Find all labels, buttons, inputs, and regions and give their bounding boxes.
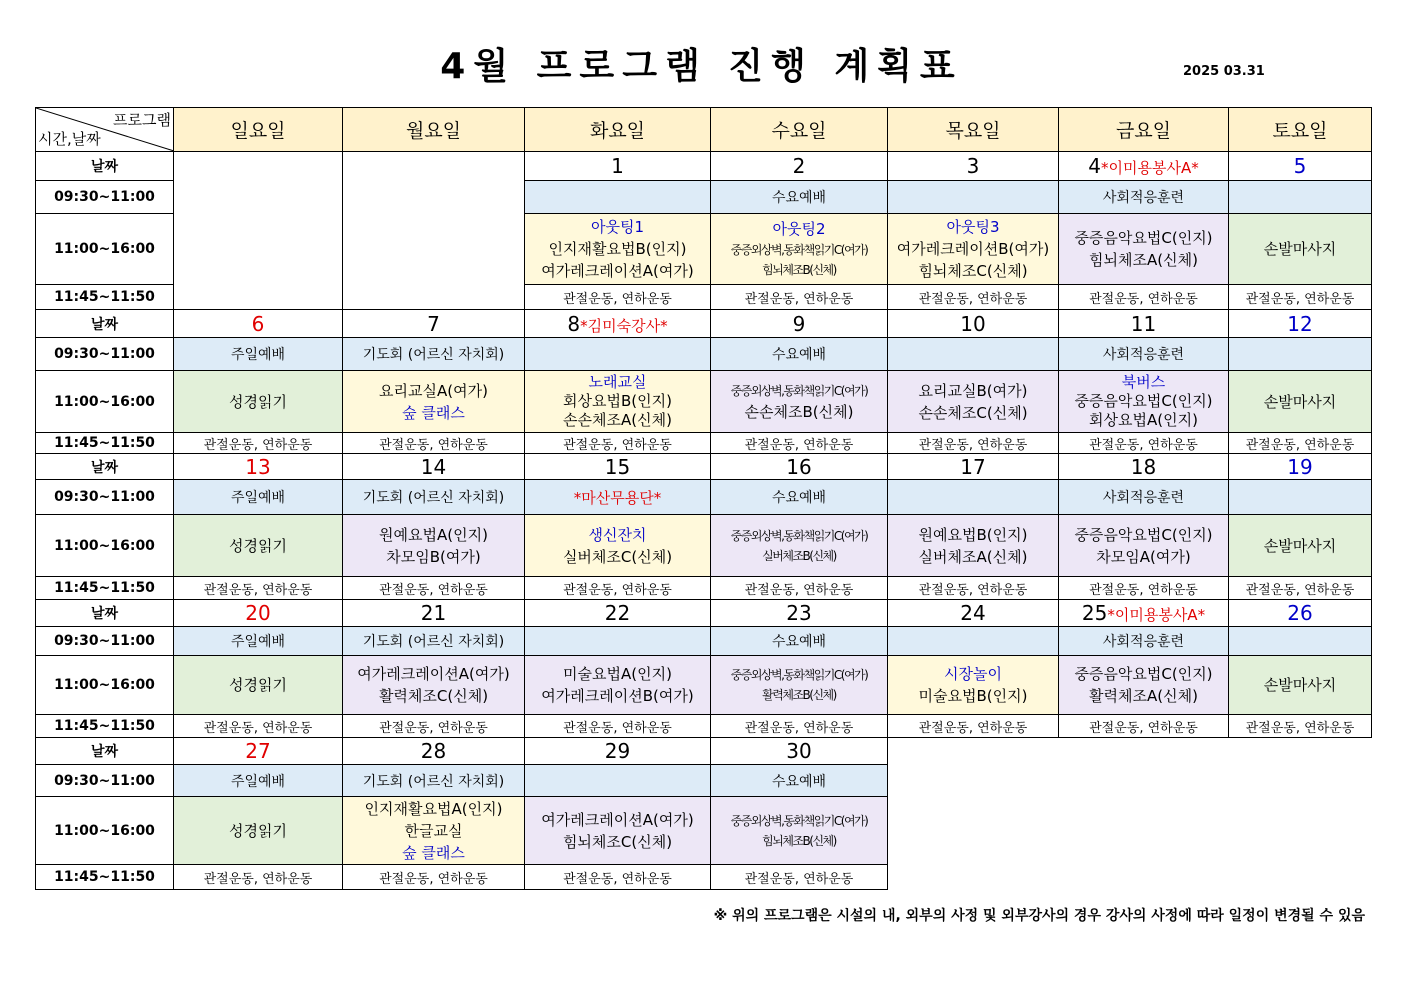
joint-cell: 관절운동, 연하운동 <box>174 865 343 890</box>
program-item: 실버체조C(신체) <box>562 547 673 566</box>
program-item: 아웃팅3 <box>946 218 1000 236</box>
morning-cell <box>888 181 1059 214</box>
joint-cell: 관절운동, 연하운동 <box>343 577 525 600</box>
date-cell: 28 <box>343 738 525 765</box>
morning-cell: 주일예배 <box>174 765 343 797</box>
program-item: 요리교실B(여가) <box>918 381 1028 400</box>
date-cell <box>525 310 711 338</box>
morning-cell: 주일예배 <box>174 480 343 515</box>
program-item: 미술요법A(인지) <box>563 665 672 683</box>
program-cell <box>711 371 888 433</box>
date-number: 4 <box>1088 154 1101 178</box>
program-item: 원예요법A(인지) <box>379 525 488 544</box>
morning-cell <box>525 765 711 797</box>
program-item: 여가레크레이션A(여가) <box>541 810 694 829</box>
document-date: 2025 03.31 <box>1183 64 1265 79</box>
program-item: 인지재활요법B(인지) <box>548 240 687 258</box>
joint-cell: 관절운동, 연하운동 <box>1059 715 1229 738</box>
date-cell: 14 <box>343 454 525 480</box>
morning-cell <box>525 627 711 656</box>
page-title: 4월 프로그램 진행 계획표 <box>440 46 963 87</box>
joint-cell: 관절운동, 연하운동 <box>174 715 343 738</box>
morning-cell: 기도회 (어르신 자치회) <box>343 480 525 515</box>
morning-cell <box>525 480 711 515</box>
program-item: 힘뇌체조C(신체) <box>562 832 673 851</box>
day-header-tue: 화요일 <box>525 108 711 152</box>
morning-cell: 수요예배 <box>711 765 888 797</box>
program-item: 숲 클래스 <box>402 843 465 862</box>
row-label-time: 11:00~16:00 <box>36 371 174 433</box>
program-cell: 성경읽기 <box>174 515 343 577</box>
program-item: 인지재활요법A(인지) <box>364 799 503 818</box>
morning-cell <box>888 338 1059 371</box>
program-item: 숲 클래스 <box>402 403 465 422</box>
date-cell-saturday: 19 <box>1229 454 1372 480</box>
header-row <box>36 108 1372 152</box>
joint-cell: 관절운동, 연하운동 <box>888 285 1059 310</box>
program-item: 중증음악요법C(인지) <box>1074 525 1213 544</box>
joint-cell: 관절운동, 연하운동 <box>1229 285 1372 310</box>
morning-cell <box>525 338 711 371</box>
morning-cell: 사회적응훈련 <box>1059 181 1229 214</box>
program-item: 차모임A(여가) <box>1096 547 1191 566</box>
program-item: 손손체조A(신체) <box>563 411 672 429</box>
day-header-thu: 목요일 <box>888 108 1059 152</box>
row-label-date: 날짜 <box>36 152 174 181</box>
date-cell: 30 <box>711 738 888 765</box>
joint-cell: 관절운동, 연하운동 <box>1059 433 1229 454</box>
program-cell <box>711 214 888 285</box>
row-label-time: 11:00~16:00 <box>36 656 174 715</box>
corner-cell <box>36 108 174 152</box>
program-item: 중증음악요법C(인지) <box>1074 665 1213 683</box>
joint-cell: 관절운동, 연하운동 <box>888 715 1059 738</box>
date-number: 8 <box>567 311 581 336</box>
joint-cell: 관절운동, 연하운동 <box>525 865 711 890</box>
program-cell <box>888 656 1059 715</box>
morning-cell: 주일예배 <box>174 338 343 371</box>
joint-cell: 관절운동, 연하운동 <box>1229 577 1372 600</box>
program-item: 힘뇌체조B(신체) <box>762 833 836 848</box>
date-cell: 10 <box>888 310 1059 338</box>
morning-cell: 수요예배 <box>711 181 888 214</box>
joint-cell: 관절운동, 연하운동 <box>174 577 343 600</box>
program-item: 활력체조A(신체) <box>1089 687 1198 705</box>
program-cell <box>888 371 1059 433</box>
joint-cell: 관절운동, 연하운동 <box>711 865 888 890</box>
program-cell: 손발마사지 <box>1229 214 1372 285</box>
morning-cell: 기도회 (어르신 자치회) <box>343 338 525 371</box>
date-cell-sunday: 20 <box>174 600 343 627</box>
program-item: 힘뇌체조C(신체) <box>918 262 1028 280</box>
empty-area <box>888 738 1372 890</box>
program-cell <box>888 214 1059 285</box>
date-cell: 29 <box>525 738 711 765</box>
date-cell-sunday: 13 <box>174 454 343 480</box>
row-label-time: 11:45~11:50 <box>36 433 174 454</box>
joint-cell: 관절운동, 연하운동 <box>343 865 525 890</box>
program-item: 중증외상벽,동화책읽기C(여가) <box>730 528 868 543</box>
date-cell: 9 <box>711 310 888 338</box>
morning-cell <box>1229 338 1372 371</box>
date-cell: 22 <box>525 600 711 627</box>
joint-cell: 관절운동, 연하운동 <box>1229 433 1372 454</box>
row-label-time: 11:00~16:00 <box>36 515 174 577</box>
event-star: *김미숙강사* <box>580 316 668 335</box>
corner-bottom-label: 시간,날짜 <box>38 130 101 148</box>
date-number: 25 <box>1081 601 1108 625</box>
program-cell <box>711 515 888 577</box>
row-label-time: 09:30~11:00 <box>36 480 174 515</box>
program-item: 미술요법B(인지) <box>918 687 1028 705</box>
morning-cell: 기도회 (어르신 자치회) <box>343 627 525 656</box>
row-label-time: 11:45~11:50 <box>36 285 174 310</box>
date-cell: 24 <box>888 600 1059 627</box>
program-cell: 성경읽기 <box>174 797 343 865</box>
program-item: 북버스 <box>1121 373 1166 391</box>
date-cell: 1 <box>525 152 711 181</box>
event-star: *마산무용단* <box>573 488 662 507</box>
joint-cell: 관절운동, 연하운동 <box>343 715 525 738</box>
program-item: 손손체조C(신체) <box>918 403 1028 422</box>
row-label-date: 날짜 <box>36 738 174 765</box>
row-label-time: 11:00~16:00 <box>36 797 174 865</box>
program-cell <box>525 371 711 433</box>
date-cell: 23 <box>711 600 888 627</box>
joint-cell: 관절운동, 연하운동 <box>711 285 888 310</box>
joint-cell: 관절운동, 연하운동 <box>711 433 888 454</box>
event-star: *이미용봉사A* <box>1101 159 1199 177</box>
date-cell: 21 <box>343 600 525 627</box>
program-cell <box>525 214 711 285</box>
morning-cell <box>1229 627 1372 656</box>
corner-top-label: 프로그램 <box>113 111 171 129</box>
row-label-date: 날짜 <box>36 310 174 338</box>
program-item: 차모임B(여가) <box>386 547 481 566</box>
date-cell: 3 <box>888 152 1059 181</box>
program-item: 여가레크레이션B(여가) <box>896 240 1050 258</box>
morning-cell: 수요예배 <box>711 480 888 515</box>
joint-cell: 관절운동, 연하운동 <box>711 715 888 738</box>
morning-cell: 사회적응훈련 <box>1059 627 1229 656</box>
program-cell <box>1059 371 1229 433</box>
program-item: 아웃팅2 <box>772 220 826 238</box>
program-item: 한글교실 <box>404 821 463 840</box>
program-item: 중증음악요법C(인지) <box>1074 229 1213 247</box>
program-cell <box>343 656 525 715</box>
program-cell <box>343 797 525 865</box>
joint-cell: 관절운동, 연하운동 <box>525 433 711 454</box>
joint-cell: 관절운동, 연하운동 <box>1059 285 1229 310</box>
date-cell-sunday: 27 <box>174 738 343 765</box>
program-item: 실버체조A(신체) <box>918 547 1028 566</box>
morning-cell <box>1229 181 1372 214</box>
program-cell: 성경읽기 <box>174 371 343 433</box>
date-cell <box>1059 152 1229 181</box>
footer-note: ※ 위의 프로그램은 시설의 내, 외부의 사정 및 외부강사의 경우 강사의 사정에 따라 일정이 변경될 수 있음 <box>713 908 1365 924</box>
joint-cell: 관절운동, 연하운동 <box>1059 577 1229 600</box>
program-cell <box>343 515 525 577</box>
program-cell <box>711 797 888 865</box>
date-cell: 11 <box>1059 310 1229 338</box>
program-cell <box>525 797 711 865</box>
morning-cell: 사회적응훈련 <box>1059 480 1229 515</box>
program-item: 회상요법A(인지) <box>1089 411 1198 429</box>
day-header-wed: 수요일 <box>711 108 888 152</box>
row-label-time: 11:45~11:50 <box>36 865 174 890</box>
program-cell: 성경읽기 <box>174 656 343 715</box>
schedule-table <box>35 107 1372 890</box>
empty-cell <box>343 152 525 310</box>
program-item: 중증외상벽,동화책읽기C(여가) <box>730 668 868 682</box>
morning-cell: 수요예배 <box>711 627 888 656</box>
date-cell: 16 <box>711 454 888 480</box>
program-item: 손손체조B(신체) <box>744 402 854 421</box>
program-cell: 손발마사지 <box>1229 656 1372 715</box>
row-label-time: 09:30~11:00 <box>36 627 174 656</box>
joint-cell: 관절운동, 연하운동 <box>888 433 1059 454</box>
program-item: 중증외상벽,동화책읽기C(여가) <box>730 243 868 257</box>
program-item: 아웃팅1 <box>590 218 644 236</box>
date-cell: 2 <box>711 152 888 181</box>
program-cell <box>1059 515 1229 577</box>
joint-cell: 관절운동, 연하운동 <box>888 577 1059 600</box>
day-header-mon: 월요일 <box>343 108 525 152</box>
program-item: 중증외상벽,동화책읽기C(여가) <box>730 813 868 828</box>
program-item: 힘뇌체조A(신체) <box>1089 251 1198 269</box>
date-cell: 17 <box>888 454 1059 480</box>
empty-cell <box>174 152 343 310</box>
date-cell: 7 <box>343 310 525 338</box>
row-label-date: 날짜 <box>36 454 174 480</box>
morning-cell: 사회적응훈련 <box>1059 338 1229 371</box>
day-header-sat: 토요일 <box>1229 108 1372 152</box>
date-cell-saturday: 5 <box>1229 152 1372 181</box>
day-header-sun: 일요일 <box>174 108 343 152</box>
morning-cell <box>525 181 711 214</box>
program-cell <box>1059 656 1229 715</box>
date-cell-saturday: 12 <box>1229 310 1372 338</box>
program-item: 활력체조C(신체) <box>378 687 489 705</box>
date-cell: 18 <box>1059 454 1229 480</box>
joint-cell: 관절운동, 연하운동 <box>1229 715 1372 738</box>
program-item: 노래교실 <box>588 373 647 391</box>
program-item: 여가레크레이션A(여가) <box>357 665 510 683</box>
row-label-time: 09:30~11:00 <box>36 338 174 371</box>
program-item: 중증음악요법C(인지) <box>1074 392 1213 410</box>
morning-cell <box>888 480 1059 515</box>
program-item: 활력체조B(신체) <box>762 688 836 702</box>
program-cell <box>1059 214 1229 285</box>
row-label-time: 11:00~16:00 <box>36 214 174 285</box>
row-label-time: 09:30~11:00 <box>36 181 174 214</box>
program-cell <box>525 515 711 577</box>
row-label-time: 09:30~11:00 <box>36 765 174 797</box>
program-item: 원예요법B(인지) <box>918 525 1028 544</box>
morning-cell: 수요예배 <box>711 338 888 371</box>
morning-cell: 주일예배 <box>174 627 343 656</box>
morning-cell: 기도회 (어르신 자치회) <box>343 765 525 797</box>
program-cell <box>711 656 888 715</box>
program-cell <box>888 515 1059 577</box>
row-label-time: 11:45~11:50 <box>36 715 174 738</box>
joint-cell: 관절운동, 연하운동 <box>343 433 525 454</box>
day-header-fri: 금요일 <box>1059 108 1229 152</box>
joint-cell: 관절운동, 연하운동 <box>525 715 711 738</box>
program-item: 요리교실A(여가) <box>379 381 488 400</box>
event-star: *이미용봉사A* <box>1107 606 1206 624</box>
program-item: 시장놀이 <box>944 665 1002 683</box>
program-item: 여가레크레이션A(여가) <box>541 262 694 280</box>
joint-cell: 관절운동, 연하운동 <box>525 285 711 310</box>
program-cell <box>343 371 525 433</box>
program-item: 여가레크레이션B(여가) <box>541 687 694 705</box>
program-cell: 손발마사지 <box>1229 371 1372 433</box>
joint-cell: 관절운동, 연하운동 <box>525 577 711 600</box>
date-cell-saturday: 26 <box>1229 600 1372 627</box>
program-item: 힘뇌체조B(신체) <box>762 263 836 277</box>
program-item: 생신잔치 <box>588 525 647 544</box>
program-item: 중증외상벽,동화책읽기C(여가) <box>730 383 868 398</box>
morning-cell <box>1229 480 1372 515</box>
date-cell <box>1059 600 1229 627</box>
joint-cell: 관절운동, 연하운동 <box>174 433 343 454</box>
row-label-time: 11:45~11:50 <box>36 577 174 600</box>
morning-cell <box>888 627 1059 656</box>
program-item: 실버체조B(신체) <box>762 548 836 563</box>
program-cell: 손발마사지 <box>1229 515 1372 577</box>
date-cell-sunday: 6 <box>174 310 343 338</box>
date-cell: 15 <box>525 454 711 480</box>
program-cell <box>525 656 711 715</box>
joint-cell: 관절운동, 연하운동 <box>711 577 888 600</box>
program-item: 회상요법B(인지) <box>563 392 672 410</box>
row-label-date: 날짜 <box>36 600 174 627</box>
